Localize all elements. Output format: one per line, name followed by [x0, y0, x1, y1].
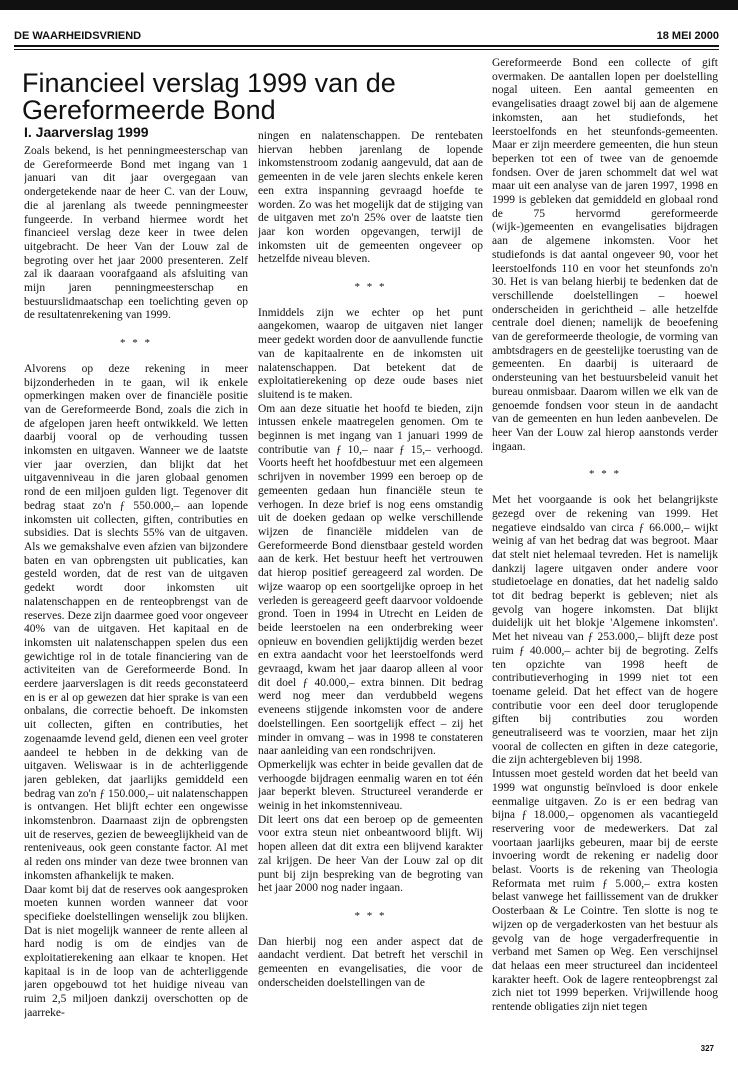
paragraph: ningen en nalatenschappen. De rentebaten hiervan hebben jarenlang de lopende inkomstenstroom zodanig aangevuld, dat aan de gemeenten in de vele jaren slechts enkele keren een extra inspanning gevraagd hoefde te worden. Zo was het mogelijk dat de stijging van de uitgaven met zo'n 25% over de laatste tien jaar kon worden opgevangen, terwijl de inkomsten uit de gemeenten ongeveer op hetzelfde niveau bleven. [258, 130, 483, 266]
section-separator: * * * [589, 468, 621, 481]
paragraph: Dan hierbij nog een ander aspect dat de aandacht verdient. Dat betreft het verschil in gemeenten en evangelisaties, die voor de onderscheiden doelstellingen van de [258, 935, 483, 989]
section-separator: * * * [354, 281, 387, 294]
header-rule-thick [14, 45, 719, 47]
article-subtitle: I. Jaarverslag 1999 [24, 124, 149, 140]
paragraph: Zoals bekend, is het penningmeesterschap van de Gereformeerde Bond met ingang van 1 januari van dit jaar overgegaan van ondergetekende naar de heer C. van der Louw, die al jarenlang als tweede penningmeester fungeerde. In verband hiermee wordt het financieel verslag deze keer in twee delen uitgebracht. De heer Van der Louw zal de begroting over het jaar 2000 presenteren. Zelf zal ik daaraan voorafgaand als afsluiting van mijn jaren penningmeesterschap en bestuurslidmaatschap een toelichting geven op de resultatenrekening van 1999. [24, 145, 248, 322]
running-header [14, 28, 719, 44]
paragraph: Om aan deze situatie het hoofd te bieden, zijn intussen enkele maatregelen genomen. Om te beginnen is met ingang van 1 januari 1999 de contributie van ƒ 10,– naar ƒ 15,– verhoogd. Voorts heeft het hoofdbestuur met een algemeen schrijven in november 1999 een beroep op de gemeenten gedaan hun financiële steun te verhogen. In deze brief is nog eens omstandig uit de doeken gedaan op welke verschillende wijzen de financiële middelen van de Gereformeerde Bond dienstbaar gesteld worden aan de kerk. Het bestuur heeft het vertrouwen dat hierop positief gereageerd zal worden. De wijze waarop op een soortgelijke oproep in het verleden is gereageerd geeft daarvoor voldoende grond. Toen in 1994 in Utrecht en Leiden de beide leerstoelen na een onderbreking weer opnieuw en bovendien gelijktijdig werden bezet en extra aandacht voor het leerstoelfonds werd gevraagd, kwam het jaar daarop alleen al voor dit doel ƒ 40.000,– extra binnen. Dit bedrag werd nog meer dan verdubbeld wegens eveneens stijgende inkomsten voor de andere doelstellingen. Een soortgelijk effect – zij het minder in omvang – was in 1998 te constateren naar aanleiding van een rondschrijven. [258, 402, 483, 758]
column-2 [258, 130, 483, 1045]
page-number: 327 [700, 1044, 714, 1053]
paragraph: Daar komt bij dat de reserves ook aangesproken moeten kunnen worden wanneer dat voor specifieke doelstellingen wenselijk zou blijken. Dat is niet mogelijk wanneer de rente alleen al hard nodig is om de eindjes van de exploitatierekening aan elkaar te knopen. Het kapitaal is in de loop van de achterliggende jaren opgebouwd tot het huidige niveau van ruim 2,5 miljoen dankzij overschotten op de jaarreke- [24, 883, 248, 1019]
paragraph: Dit leert ons dat een beroep op de gemeenten voor extra steun niet onbeantwoord blijft. Wij hopen alleen dat dit extra een blijvend karakter zal krijgen. De heer Van der Louw zal op dit punt bij zijn bespreking van de begroting van het jaar 2000 nog nader ingaan. [258, 813, 483, 895]
paragraph: Intussen moet gesteld worden dat het beeld van 1999 wat ongunstig beïnvloed is door enkele eenmalige uitgaven. Zo is er een bedrag van bijna ƒ 18.000,– opgenomen als vacantiegeld reservering voor de medewerkers. Dat zal voortaan jaarlijks gebeuren, maar bij de eerste invoering wordt de rekening er nadelig door belast. Voorts is de rekening van Theologia Reformata met ruim ƒ 5.000,– extra kosten belast vanwege het faillissement van de drukker Oosterbaan & Le Cointre. Ten slotte is nog te wijzen op de vergaderkosten van het bestuur als gevolg van de hoge vergaderfrequentie in verband met Samen op Weg. Een verschijnsel dat helaas een meer structureel dan incidenteel karakter heeft. Ook de lagere renteopbrengst zal zich niet tot 1999 beperken. Vrijwillende hoog rentende obligaties zijn niet tegen [492, 768, 718, 1014]
article-title: Financieel verslag 1999 van de Gereformeerde Bond [22, 68, 396, 125]
column-3 [492, 57, 718, 1045]
paragraph: Met het voorgaande is ook het belangrijkste gezegd over de rekening van 1999. Het negatieve eindsaldo van circa ƒ 66.000,– wijkt weinig af van het bedrag dat was begroot. Maar dat stelt niet helemaal tevreden. Het is namelijk dankzij lagere uitgaven onder andere voor studietoelage en donaties, dat het nadelig saldo tot dit bedrag beperkt is gebleven; niet als gevolg van hogere inkomsten. Dat blijkt duidelijk uit het blokje 'Algemene inkomsten'. Met het niveau van ƒ 253.000,– blijft deze post ruim ƒ 40.000,– achter bij de begroting. Zelfs ten opzichte van 1998 heeft de contributieverhoging in 1999 niet tot een toename geleid. Dat het effect van de hogere contributie voor een deel door teruglopende giften bij contributies zou worden geneutraliseerd was te voorzien, maar het zijn vooral de collecten en giften in deze categorie, die zijn achtergebleven bij 1998. [492, 494, 718, 767]
top-black-bar [0, 0, 738, 10]
paragraph: Opmerkelijk was echter in beide gevallen dat de verhoogde bijdragen eenmalig waren en tot één jaar beperkt bleven. Structureel veranderde er weinig in het inkomstenniveau. [258, 758, 483, 813]
publication-name: DE WAARHEIDSVRIEND [14, 30, 142, 42]
column-1 [24, 145, 248, 1045]
section-separator: * * * [120, 337, 152, 350]
paragraph: Gereformeerde Bond een collecte of gift overmaken. De aantallen lopen per doelstelling nogal uiteen. Een aantal gemeenten en evangelisaties draagt zowel bij aan de algemene inkomsten, aan het studiefonds, het leerstoelfonds en het steunfonds-gemeenten. Maar er zijn meerdere gemeenten, die hun steun beperken tot een of twee van de genoemde fondsen. Over de jaren schommelt dat wel wat maar uit een analyse van de jaren 1997, 1998 en 1999 is gebleken dat gemiddeld en globaal rond de 75 hervormd gereformeerde (wijk-)gemeenten en evangelisaties bijdragen aan de algemene inkomsten. Voor het studiefonds is dat aantal ongeveer 90, voor het leerstoelfonds 110 en voor het steunfonds zo'n 30. Het is van belang hierbij te bedenken dat de verschillende doelstellingen – hoewel onderscheiden in gerichtheid – alle hetzelfde centrale doel dienen; namelijk de beoefening van de gereformeerde theologie, de vorming van ambtsdragers en de geestelijke toerusting van de gemeenten. En daarbij is uiteraard de ondersteuning van het bestuursbeleid vanuit het bureau onmisbaar. Daarom willen we elk van de genoemde fondsen voor steun in de aandacht van de gemeenten en hun leden aanbevelen. De heer Van der Louw zal hierop aanstonds verder ingaan. [492, 57, 718, 453]
section-separator: * * * [354, 909, 387, 922]
header-rule-thin [14, 49, 719, 50]
paragraph: Inmiddels zijn we echter op het punt aangekomen, waarop de uitgaven niet langer meer gedekt worden door de aanvullende functie van de kapitaalrente en de inkomsten uit nalatenschappen. Dat betekent dat de exploitatierekening op deze oude bases niet sluitend is te maken. [258, 306, 483, 401]
issue-date: 18 MEI 2000 [656, 30, 719, 42]
paragraph: Alvorens op deze rekening in meer bijzonderheden in te gaan, wil ik enkele opmerkingen maken over de financiële positie van de Gereformeerde Bond, zoals die zich in de afgelopen jaren heeft ontwikkeld. We letten daarbij vooral op de verhouding tussen inkomsten en uitgaven. Wanneer we de laatste vier jaar overzien, dan blijkt dat het uitgavenniveau in die jaren globaal genomen rond de een miljoen gulden ligt. Tegenover dit bedrag staat zo'n ƒ 550.000,– aan lopende inkomsten uit collecten, giften, contributies en subsidies. Dat is slechts 55% van de uitgaven. Als we gemakshalve even afzien van bijzondere baten en van opbrengsten uit publicaties, kan gesteld worden, dat de rest van de uitgaven gedekt wordt door inkomsten uit nalatenschappen en de renteopbrengst van de reserves. Deze zijn daarmee goed voor ongeveer 40% van de uitgaven. Het kapitaal en de inkomsten uit nalatenschappen spelen dus een gewichtige rol in de totale financiering van de activiteiten van de Gereformeerde Bond. In eerdere jaarverslagen is dit reeds geconstateerd en is er al op gewezen dat hier sprake is van een onbalans, die correctie behoeft. De inkomsten uit collecten, giften en contributies, het zogenaamde levend geld, dienen een veel groter aandeel te hebben in de dekking van de uitgaven. Weliswaar is in de achterliggende jaren gebleken, dat jaarlijks gemiddeld een bedrag van zo'n ƒ 150.000,– uit nalatenschappen is ontvangen. Het blijft echter een ongewisse inkomstenbron. Daarnaast zijn de opbrengsten uit de reserves, gezien de beweeglijkheid van de renteniveaus, ook geen constante factor. Al met al reden ons minder van deze twee bronnen van inkomsten afhankelijk te maken. [24, 362, 248, 882]
